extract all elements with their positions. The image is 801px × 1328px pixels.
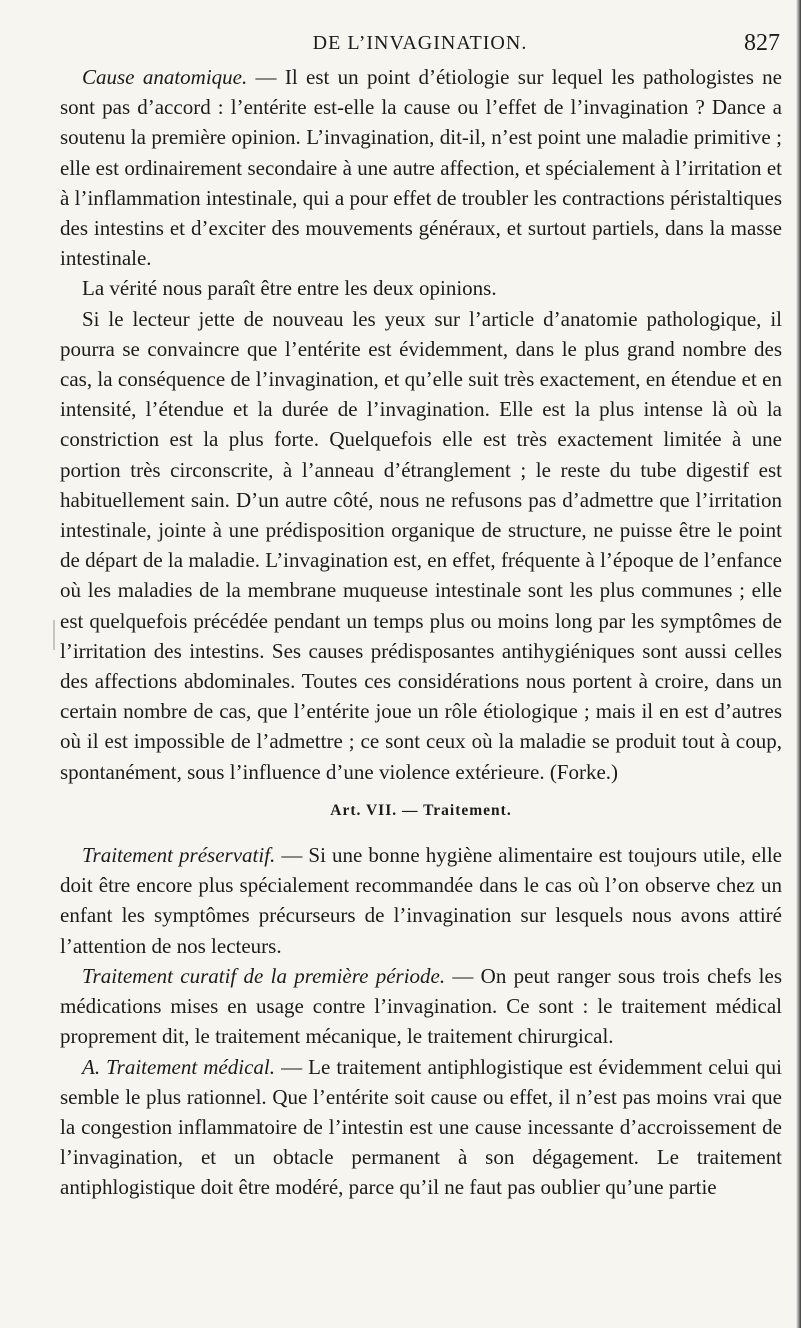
paragraph-lead: A. Traitement médical.	[82, 1054, 275, 1079]
page-header	[60, 18, 780, 56]
article-heading: Art. VII. — Traitement.	[330, 801, 512, 819]
paragraph-text: — Le traitement antiphlogistique est évidemment celui qui semble le plus rationnel. Que l’entérite soit cause ou effet, il n’est pas moins vrai que la congestion inflammatoire de l’intestin est une cause incessante d’accroissement de l’invagination, et un obtacle permanent à son dégagement. Le traitement antiphlogistique doit être modéré, parce qu’il ne faut pas oublier qu’une partie	[60, 1054, 783, 1200]
paragraph-text: — Si une bonne hygiène alimentaire est toujours utile, elle doit être encore plus spécialement recommandée dans le cas où l’on observe chez un enfant les symptômes précurseurs de l’invagination sur lesquels nous avons attiré l’attention de nos lecteurs.	[60, 843, 782, 958]
page-number: 827	[744, 30, 780, 56]
paragraph-text: — On peut ranger sous trois chefs les médications mises en usage contre l’invagination. Ce sont : le traitement médical proprement dit, le traitement mécanique, le traitement chirurgical.	[60, 963, 782, 1049]
paragraph-lead: Traitement préservatif.	[82, 843, 276, 868]
paragraph-text: La vérité nous paraît être entre les deux opinions.	[82, 276, 497, 301]
paragraph-cause-anatomique	[60, 62, 782, 273]
paragraph-lead: Traitement curatif de la première période.	[82, 963, 446, 988]
body-text	[60, 62, 782, 1203]
paragraph-traitement-curatif	[60, 961, 782, 1052]
paragraph-verite	[60, 273, 782, 303]
running-title: DE L’INVAGINATION.	[312, 32, 528, 54]
paragraph-text: Si le lecteur jette de nouveau les yeux sur l’article d’anatomie pathologique, il pourra se convaincre que l’entérite est évidemment, dans le plus grand nombre des cas, la conséquence de l’invagination, et qu’elle suit très exactement, en étendue et en intensité, l’étendue et la durée de l’invagination. Elle est la plus intense là où la constriction est la plus forte. Quelquefois elle est très exactement limitée à une portion très circonscrite, à l’anneau d’étranglement ; le reste du tube digestif est habituellement sain. D’un autre côté, nous ne refusons pas d’admettre que l’irritation intestinale, jointe à une prédisposition organique de structure, ne puisse être le point de départ de la maladie. L’invagination est, en effet, fréquente à l’époque de l’enfance où les maladies de la membrane muqueuse intestinale sont les plus communes ; elle est quelquefois précédée pendant un temps plus ou moins long par les symptômes de l’irritation des intestins. Ses causes prédisposantes antihygiéniques sont aussi celles des affections abdominales. Toutes ces considérations nous portent à croire, dans un certain nombre de cas, que l’entérite joue un rôle étiologique ; mais il en est d’autres où il est impossible de l’admettre ; ce sont ceux où la maladie se produit tout à coup, spontanément, sous l’influence d’une violence extérieure. (Forke.)	[60, 306, 782, 784]
paragraph-lecteur	[60, 304, 782, 787]
paragraph-text: — Il est un point d’étiologie sur lequel les pathologistes ne sont pas d’accord : l’entérite est-elle la cause ou l’effet de l’invagination ? Dance a soutenu la première opinion. L’invagination, dit-il, n’est point une maladie primitive ; elle est ordinairement secondaire à une autre affection, et spécialement à l’irritation et à l’inflammation intestinale, qui a pour effet de troubler les contractions péristaltiques des intestins et d’exciter des mouvements généraux, et surtout partiels, dans la masse intestinale.	[60, 65, 783, 271]
paragraph-lead: Cause anatomique.	[82, 65, 248, 89]
paragraph-traitement-medical	[60, 1052, 782, 1203]
paragraph-traitement-preservatif	[60, 840, 782, 961]
page-edge-shadow	[796, 0, 801, 1328]
margin-mark	[53, 620, 55, 650]
